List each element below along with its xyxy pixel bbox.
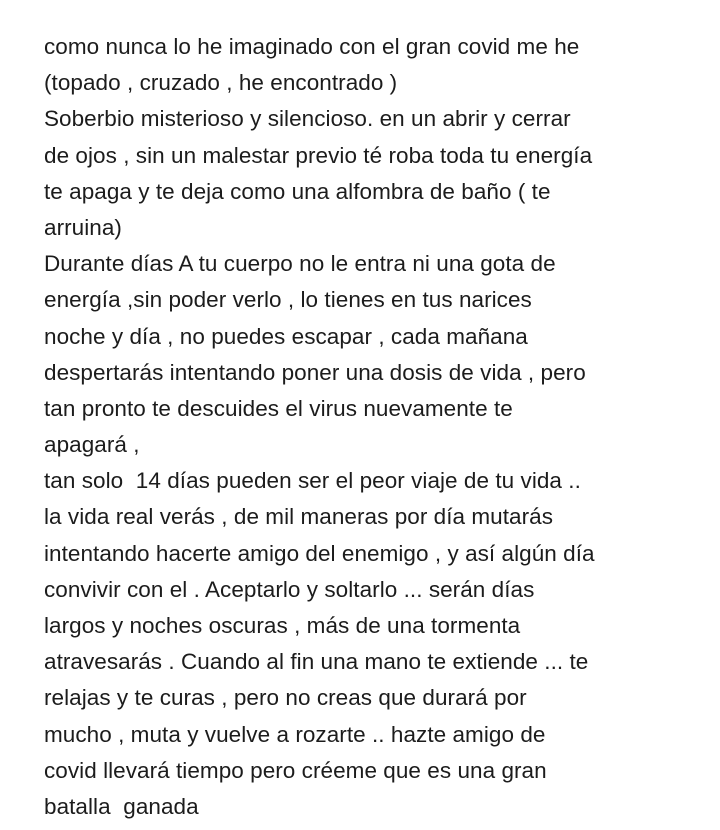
text-line: la vida real verás , de mil maneras por día mutarás	[44, 504, 554, 530]
text-line: mucho , muta y vuelve a rozarte .. hazte amigo de	[44, 721, 546, 747]
text-line: apagará ,	[44, 432, 140, 458]
text-line: de ojos , sin un malestar previo té roba toda tu energía	[44, 142, 593, 168]
text-line: como nunca lo he imaginado con el gran covid me he	[44, 34, 580, 59]
text-line: intentando hacerte amigo del enemigo , y así algún día	[44, 540, 595, 566]
text-line: tan pronto te descuides el virus nuevamente te	[44, 395, 513, 421]
text-line: noche y día , no puedes escapar , cada mañana	[44, 323, 528, 349]
text-line: covid llevará tiempo pero créeme que es una gran	[44, 757, 547, 783]
body-text	[44, 29, 714, 825]
text-line: batalla ganada	[44, 793, 199, 819]
text-line: arruina)	[44, 214, 122, 240]
text-line: largos y noches oscuras , más de una tormenta	[44, 613, 521, 638]
text-line: energía ,sin poder verlo , lo tienes en tus narices	[44, 287, 532, 313]
text-line: te apaga y te deja como una alfombra de baño ( te	[44, 178, 551, 204]
text-line: convivir con el . Aceptarlo y soltarlo ... serán días	[44, 576, 535, 602]
text-line: atravesarás . Cuando al fin una mano te extiende ... te	[44, 649, 589, 675]
text-line: despertarás intentando poner una dosis de vida , pero	[44, 359, 586, 385]
text-line: (topado , cruzado , he encontrado )	[44, 70, 398, 96]
text-line: relajas y te curas , pero no creas que durará por	[44, 685, 527, 711]
text-line: tan solo 14 días pueden ser el peor viaje de tu vida ..	[44, 468, 581, 494]
text-line: Durante días A tu cuerpo no le entra ni una gota de	[44, 251, 556, 277]
text-line: Soberbio misterioso y silencioso. en un abrir y cerrar	[44, 106, 571, 132]
